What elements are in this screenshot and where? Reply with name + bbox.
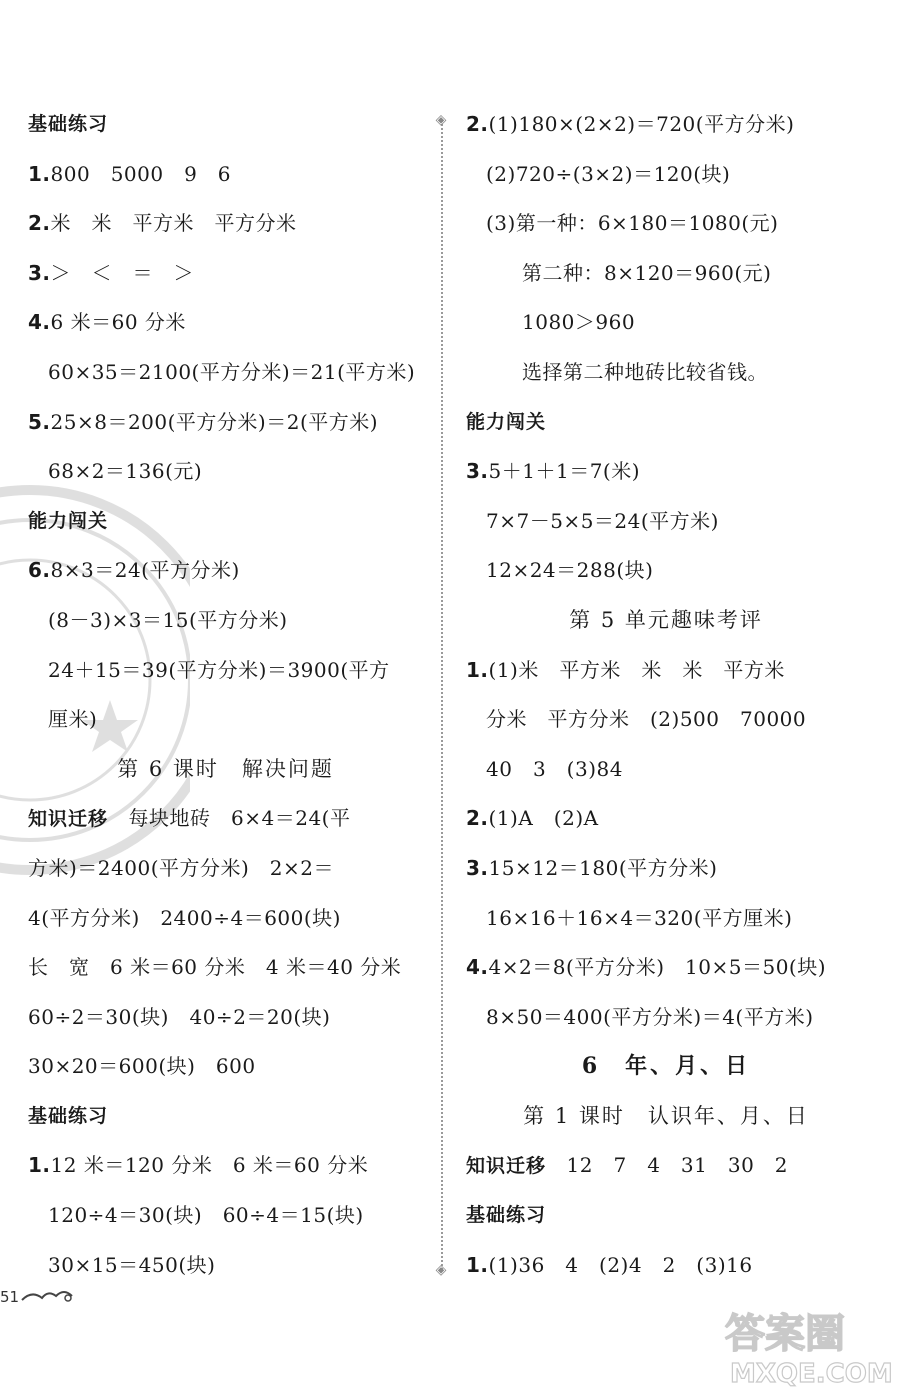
- answer-line: 分米 平方分米 (2)500 70000: [486, 707, 807, 732]
- answer-text: 800 5000 9 6: [50, 161, 232, 186]
- answer-text: 4×2＝8(平方分米) 10×5＝50(块): [488, 955, 827, 980]
- answer-text: 6 米＝60 分米: [50, 310, 186, 335]
- left-column: [28, 100, 423, 1290]
- divider-ornament-bottom: ◈: [435, 1262, 447, 1278]
- answer-text: (1)180×(2×2)＝720(平方分米): [488, 112, 795, 136]
- answer-line: [466, 943, 866, 993]
- question-number: 3.: [466, 855, 489, 880]
- right-column: [466, 100, 866, 1290]
- answer-line: 30×15＝450(块): [48, 1252, 216, 1277]
- answer-text: 12 7 4 31 30 2: [546, 1153, 789, 1178]
- answer-line: [466, 794, 866, 844]
- section-heading: 基础练习: [28, 113, 109, 135]
- answer-line: 40 3 (3)84: [486, 756, 623, 781]
- question-number: 3.: [28, 260, 51, 285]
- answer-line: 16×16＋16×4＝320(平方厘米): [486, 905, 793, 930]
- answer-text: (1)36 4 (2)4 2 (3)16: [488, 1252, 753, 1277]
- question-number: 1.: [28, 161, 51, 186]
- answer-line: 第二种：8×120＝960(元): [522, 260, 772, 285]
- answer-line: [466, 646, 866, 696]
- answer-line: 60÷2＝30(块) 40÷2＝20(块): [28, 1004, 331, 1029]
- answer-line: [28, 398, 423, 448]
- cloud-ornament-icon: [18, 1286, 78, 1306]
- answer-text: 每块地砖 6×4＝24(平: [108, 806, 351, 831]
- question-number: 2.: [466, 112, 489, 136]
- answer-line: 方米)＝2400(平方分米) 2×2＝: [28, 855, 335, 880]
- answer-line: 厘米): [48, 707, 98, 732]
- lesson-title: 第 1 课时 认识年、月、日: [523, 1103, 809, 1128]
- watermark-top-text: 答案圈: [725, 1311, 845, 1357]
- section-heading: 基础练习: [28, 1104, 109, 1127]
- answer-line: [28, 249, 423, 299]
- question-number: 2.: [466, 806, 489, 831]
- answer-line: [28, 546, 423, 596]
- watermark-bottom-text: MXQE.COM: [730, 1359, 893, 1387]
- answer-text: (1)米 平方米 米 米 平方米: [488, 657, 785, 682]
- column-divider: [441, 120, 443, 1270]
- answer-line: [466, 844, 866, 894]
- knowledge-transfer-line: [466, 1141, 866, 1191]
- answer-line: 长 宽 6 米＝60 分米 4 米＝40 分米: [28, 955, 402, 980]
- answer-text: (1)A (2)A: [488, 806, 599, 831]
- answer-line: 8×50＝400(平方分米)＝4(平方米): [486, 1004, 814, 1029]
- answer-line: [466, 100, 866, 150]
- answer-line: [28, 1141, 423, 1191]
- question-number: 3.: [466, 459, 489, 484]
- answer-line: (2)720÷(3×2)＝120(块): [486, 161, 731, 186]
- page-number: 51: [0, 1288, 20, 1306]
- chapter-title: 6 年、月、日: [581, 1053, 751, 1080]
- answer-line: [466, 1241, 866, 1291]
- question-number: 1.: [466, 1252, 489, 1277]
- knowledge-label: 知识迁移: [466, 1155, 547, 1178]
- answer-line: 选择第二种地砖比较省钱。: [522, 359, 768, 384]
- answer-line: 1080＞960: [522, 310, 636, 335]
- answer-line: 12×24＝288(块): [486, 558, 654, 583]
- answer-line: [28, 298, 423, 348]
- answer-text: 5＋1＋1＝7(米): [488, 459, 641, 484]
- section-heading: 能力闯关: [466, 410, 547, 433]
- question-number: 1.: [466, 657, 489, 682]
- divider-ornament-top: ◈: [435, 112, 447, 128]
- answer-text: ＞ ＜ ＝ ＞: [50, 260, 195, 285]
- question-number: 6.: [28, 558, 51, 583]
- answer-line: 24＋15＝39(平方分米)＝3900(平方: [48, 657, 390, 682]
- answer-line: 60×35＝2100(平方分米)＝21(平方米): [48, 359, 416, 384]
- answer-text: 米 米 平方米 平方分米: [50, 211, 297, 236]
- section-heading: 能力闯关: [28, 509, 109, 532]
- answer-line: 68×2＝136(元): [48, 459, 203, 484]
- answer-line: [28, 199, 423, 249]
- lesson-title: 第 6 课时 解决问题: [117, 756, 334, 781]
- question-number: 4.: [466, 955, 489, 980]
- question-number: 5.: [28, 409, 51, 434]
- knowledge-label: 知识迁移: [28, 808, 109, 831]
- answer-line: (8－3)×3＝15(平方分米): [48, 607, 288, 632]
- section-heading: 基础练习: [466, 1204, 547, 1227]
- answer-text: 8×3＝24(平方分米): [50, 558, 240, 583]
- lesson-title: 第 5 单元趣味考评: [569, 607, 763, 632]
- question-number: 1.: [28, 1153, 51, 1178]
- answer-line: 30×20＝600(块) 600: [28, 1054, 256, 1079]
- answer-line: (3)第一种：6×180＝1080(元): [486, 211, 779, 236]
- question-number: 2.: [28, 211, 51, 236]
- question-number: 4.: [28, 310, 51, 335]
- answer-text: 15×12＝180(平方分米): [488, 855, 718, 880]
- answer-text: 25×8＝200(平方分米)＝2(平方米): [50, 409, 379, 434]
- answer-line: [466, 447, 866, 497]
- answer-line: [28, 150, 423, 200]
- answer-line: 4(平方分米) 2400÷4＝600(块): [28, 905, 341, 930]
- answer-text: 12 米＝120 分米 6 米＝60 分米: [50, 1153, 369, 1178]
- answer-line: 120÷4＝30(块) 60÷4＝15(块): [48, 1203, 364, 1228]
- answer-line: 7×7－5×5＝24(平方米): [486, 508, 719, 533]
- knowledge-transfer-line: [28, 794, 423, 844]
- site-watermark-logo: [720, 1302, 895, 1387]
